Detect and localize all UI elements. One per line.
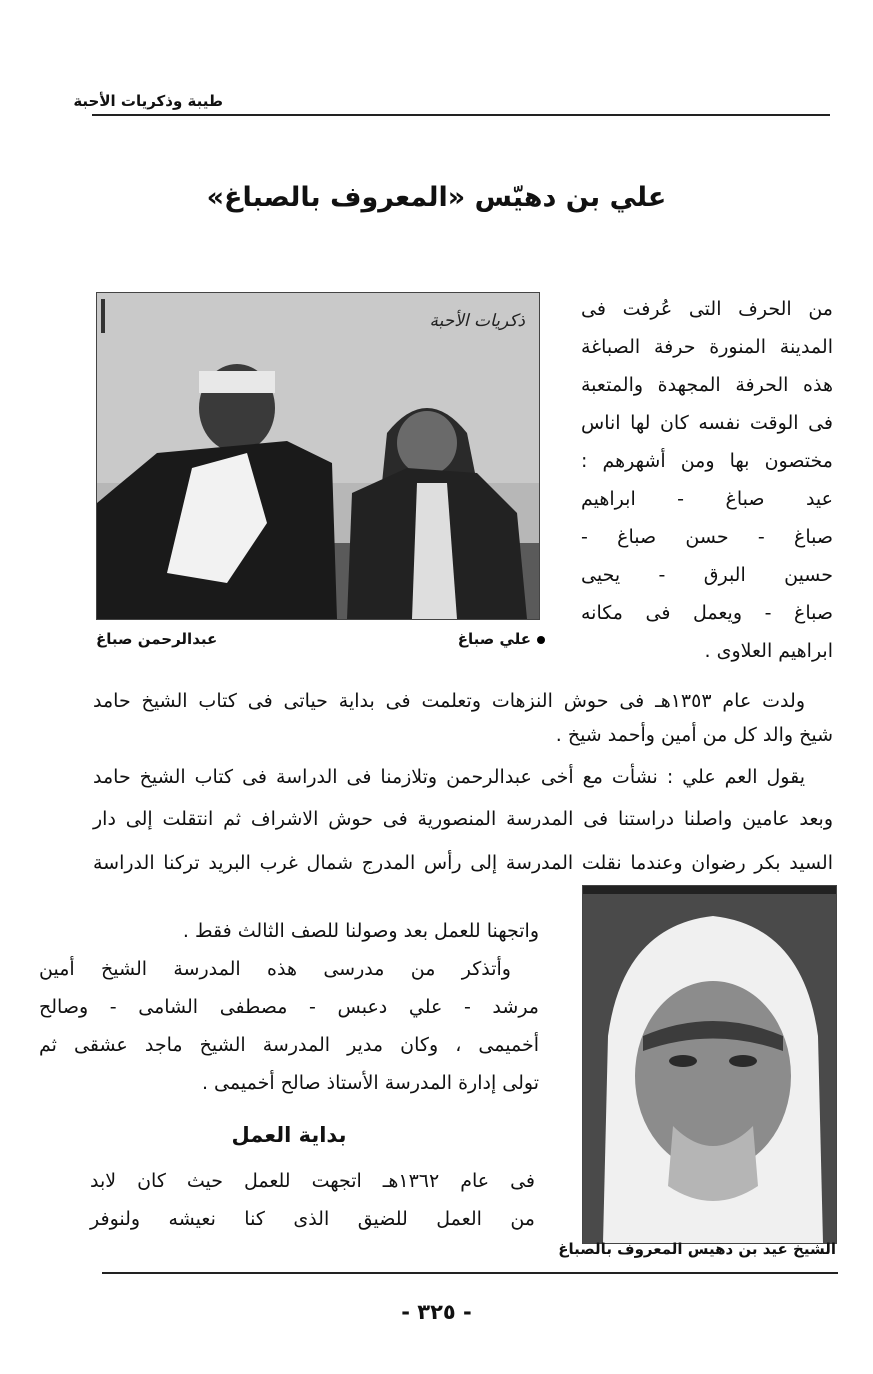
body-line: يقول العم علي : نشأت مع أخى عبدالرحمن وتلازمنا فى الدراسة فى كتاب الشيخ حامد — [93, 766, 805, 788]
body-line: وبعد عامين واصلنا دراستنا فى المدرسة المنصورية فى حوش الاشراف ثم انتقلت إلى دار — [93, 808, 833, 830]
birth-paragraph — [93, 684, 833, 752]
body-line: من العمل للضيق الذى كنا نعيشه ولنوفر — [90, 1208, 535, 1230]
intro-line: هذه الحرفة المجهدة والمتعبة — [581, 374, 833, 396]
body-line: مرشد - علي دعبس - مصطفى الشامى - وصالح — [39, 996, 539, 1018]
body-line: واتجهنا للعمل بعد وصولنا للصف الثالث فقط . — [182, 920, 539, 942]
intro-line: عيد صباغ - ابراهيم — [581, 488, 833, 510]
photo-caption-left: عبدالرحمن صباغ — [96, 630, 218, 648]
body-line: شيخ والد كل من أمين وأحمد شيخ . — [555, 724, 833, 746]
intro-line: صباغ - ويعمل فى مكانه — [581, 602, 833, 624]
intro-line: فى الوقت نفسه كان لها اناس — [581, 412, 833, 434]
intro-paragraph — [581, 290, 833, 670]
photo-sheikh-eid — [582, 885, 837, 1244]
bullet-icon — [537, 636, 545, 644]
body-line: وأتذكر من مدرسى هذه المدرسة الشيخ أمين — [39, 958, 511, 980]
body-line: ولدت عام ١٣٥٣هـ فى حوش النزهات وتعلمت فى بداية حياتى فى كتاب الشيخ حامد — [93, 690, 805, 712]
teachers-paragraph — [39, 912, 539, 1102]
body-line: فى عام ١٣٦٢هـ اتجهت للعمل حيث كان لابد — [90, 1170, 535, 1192]
photo-caption-right — [458, 630, 545, 648]
footer-rule — [102, 1272, 838, 1274]
section-heading: بداية العمل — [231, 1123, 347, 1147]
intro-line: صباغ - حسن صباغ - — [581, 526, 833, 548]
body-line: السيد بكر رضوان وعندما نقلت المدرسة إلى رأس المدرج شمال غرب البريد تركنا الدراسة — [93, 852, 833, 874]
article-title: علي بن دهيّس «المعروف بالصباغ» — [206, 182, 667, 213]
intro-line: مختصون بها ومن أشهرهم : — [581, 450, 833, 472]
body-line: أخميمى ، وكان مدير المدرسة الشيخ ماجد عشقى ثم — [39, 1034, 539, 1056]
intro-line: من الحرف التى عُرفت فى — [581, 298, 833, 320]
work-paragraph — [90, 1162, 535, 1238]
intro-line: المدينة المنورة حرفة الصباغة — [581, 336, 833, 358]
intro-line: حسين البرق - يحيى — [581, 564, 833, 586]
body-line: تولى إدارة المدرسة الأستاذ صالح أخميمى . — [201, 1072, 539, 1094]
intro-line: ابراهيم العلاوى . — [704, 640, 833, 662]
page-number: - ٣٢٥ - — [401, 1300, 472, 1324]
photo-two-men — [96, 292, 540, 620]
photo-caption-sheikh: الشيخ عيد بن دهيس المعروف بالصباغ — [558, 1240, 836, 1258]
caption-right-text: علي صباغ — [457, 630, 531, 648]
school-paragraph — [93, 760, 833, 880]
header-rule — [92, 114, 830, 116]
running-header: طيبة وذكريات الأحبة — [73, 92, 223, 110]
photo-inscription: ذكريات الأحبة — [429, 311, 525, 331]
